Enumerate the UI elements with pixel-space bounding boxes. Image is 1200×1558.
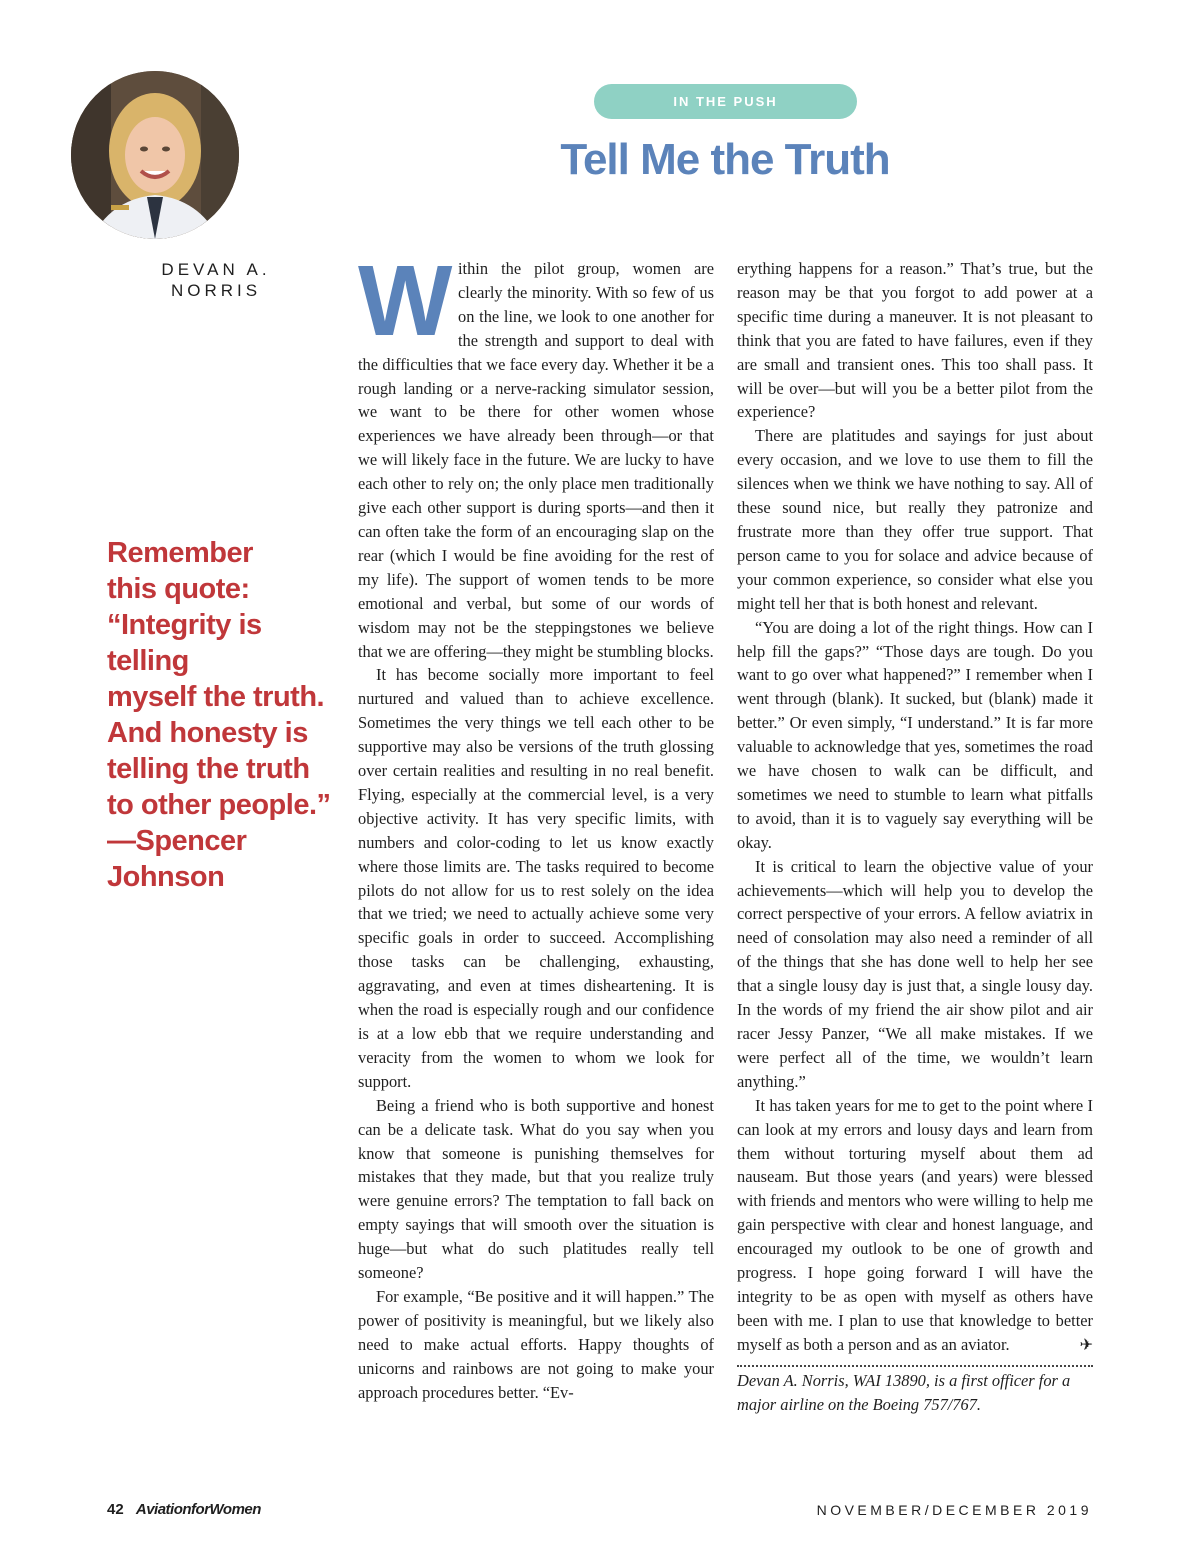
article-column-1 [358,245,714,1405]
article-paragraph: It is critical to learn the objective value of your achievements—which will help you to develop the correct perspective of your errors. A fellow aviatrix in need of consolation may also need a reminder of all of the things that she has done well to help her see that a single lousy day is just that, a single lousy day. In the words of my friend the air show pilot and air racer Jessy Panzer, “We all make mistakes. If we were perfect all of the time, we wouldn’t learn anything.” [737,856,1093,1091]
article-title: Tell Me the Truth [560,135,890,184]
article-paragraph [358,245,714,663]
pull-quote-line: —Spencer Johnson [107,825,247,893]
article-paragraph [737,1094,1093,1357]
article-paragraph: Being a friend who is both supportive and honest can be a delicate task. What do you say when you know that someone is punishing themselves for mistakes that they made, but that you realize truly were genuine errors? The temptation to fall back on empty sayings that will smooth over the situation is huge—but what do such platitudes really tell someone? [358,1095,714,1283]
article-paragraph: There are platitudes and sayings for just about every occasion, and we love to use them to fill the silences when we think we have nothing to say. All of these sound nice, but really they patronize and frustrate more than they offer true support. That person came to you for solace and advice because of your common experience, so consider what else you might tell her that is both honest and relevant. [737,426,1093,613]
pull-quote-line: myself the truth. [107,681,325,713]
issue-date: NOVEMBER/DECEMBER 2019 [816,1502,1092,1518]
section-label: IN THE PUSH [594,84,857,119]
pull-quote-line: telling the truth [107,753,310,785]
author-name-line1: DEVAN A. [161,260,271,279]
author-name-line2: NORRIS [170,281,262,300]
pull-quote-line: this quote: [107,573,250,605]
pull-quote-line: Remember [107,537,253,569]
article-paragraph: For example, “Be positive and it will happen.” The power of positivity is meaningful, but we likely also need to make actual efforts. Happy thoughts of unicorns and rainbows are not going to make your approach procedures better. “Ev- [358,1286,714,1402]
author-bio: Devan A. Norris, WAI 13890, is a first officer for a major airline on the Boeing 757/767. [737,1370,1071,1414]
footer-folio [107,1501,261,1518]
page-number: 42 [107,1501,124,1518]
author-name [138,259,294,301]
pull-quote-line: And honesty is [107,717,308,749]
article-column-2 [737,257,1093,1417]
paragraph-text: ithin the pilot group, women are clearly the minority. With so few of us on the line, we look to one another for the strength and support to deal with the difficulties that we face every day. Whether it be a rough landing or a nerve-racking simulator session, we want to be there for other women whose experiences we have already been through—or that we will likely face in the future. We are lucky to have each other to rely on; the only place men traditionally give each other support is during sports—and then it can often take the form of an encouraging slap on the rear (which I would be fine avoiding for the rest of my life). The support of women tends to be more emotional and verbal, but some of our words of wisdom may not be the steppingstones we believe that we are offering—they might be stumbling blocks. [358,259,714,661]
author-photo [71,71,239,239]
article-paragraph: erything happens for a reason.” That’s true, but the reason may be that you forgot to add power at a specific time during a maneuver. It is not pleasant to think that you are fated to have failures, even if they are small and transient ones. This too shall pass. It will be over—but will you be a better pilot from the experience? [737,259,1093,422]
drop-cap: W [358,245,453,357]
article-paragraph: “You are doing a lot of the right things. How can I help fill the gaps?” “Those days are tough. Do you want to go over what happened?” I remember when I went through (blank). It sucked, but (blank) made it better.” Or even simply, “I understand.” It is far more valuable to acknowledge that yes, sometimes the road we have chosen to walk can be difficult, and sometimes we need to stumble to learn what pitfalls to avoid, than it is to vaguely say everything will be okay. [737,617,1093,852]
paragraph-text: It has taken years for me to get to the point where I can look at my errors and lousy days and learn from them without torturing myself about them ad nauseam. But those years (and years) were blessed with friends and mentors who were willing to help me gain perspective with clear and honest language, and encouraged my outlook to be one of growth and progress. I hope going forward I will have the integrity to be as open with myself as others have been with me. I plan to use that knowledge to better myself as both a person and as an aviator. [737,1095,1093,1354]
magazine-name: AviationforWomen [135,1501,261,1518]
airplane-icon: ✈ [1079,1334,1093,1354]
pull-quote-line: to other people.” [107,789,331,821]
pull-quote-line: “Integrity is telling [107,609,262,677]
article-paragraph: It has become socially more important to feel nurtured and valued than to achieve excellence. Sometimes the very things we tell each other to be supportive may also be versions of the truth glossing over certain realities and resulting in no real benefit. Flying, especially at the commercial level, is a very objective activity. It has very specific limits, with numbers and color-coding to let us know exactly where those limits are. The tasks required to become pilots do not allow for us to rest solely on the idea that we tried; we need to actually achieve some very specific goals in order to succeed. Accomplishing those tasks can be challenging, exhausting, aggravating, and even at times disheartening. It is when the road is especially rough and our confidence is at a low ebb that we require understanding and veracity from the women to whom we look for support. [358,665,714,1091]
pull-quote [107,535,347,895]
